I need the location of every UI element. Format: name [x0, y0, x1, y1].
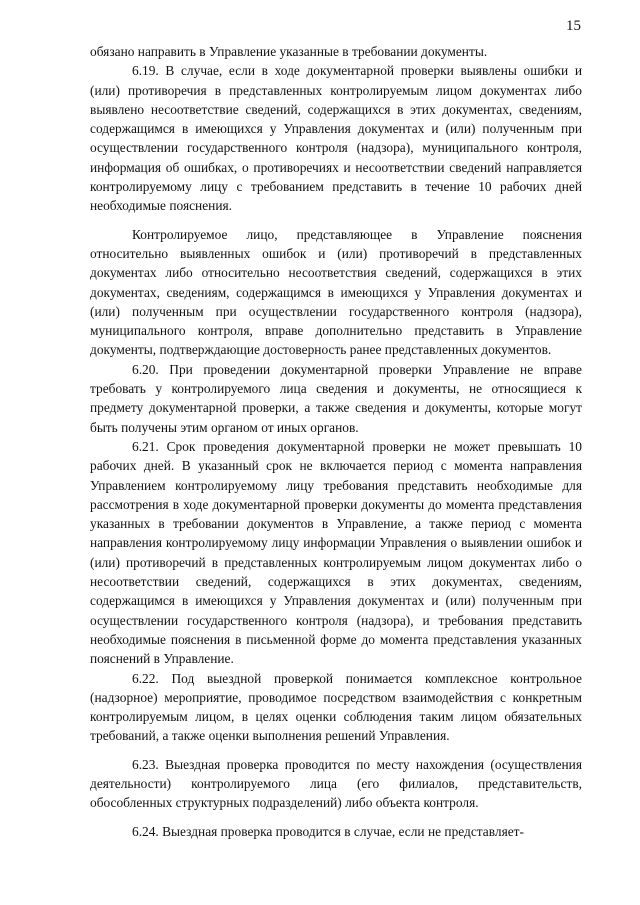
- page-number: 15: [566, 18, 581, 34]
- paragraph: обязано направить в Управление указанные в требовании документы.: [90, 44, 488, 59]
- paragraph: 6.24. Выездная проверка проводится в случае, если не представляет-: [132, 823, 524, 839]
- paragraph: Контролируемое лицо, представляющее в Управление пояснения относительно выявленных ошибок и (или) противоречий в представленных документах либо относительно несоответствия сведений, содержащихся в этих документах, сведениям, содержащимся в имеющихся у Управления документах и (или) полученным при осуществлении государственного контроля (надзора), муниципального контроля, вправе дополнительно представить в Управление документы, подтверждающие достоверность ранее представленных документов.: [90, 226, 582, 358]
- paragraph: 6.22. Под выездной проверкой понимается комплексное контрольное (надзорное) мероприятие, проводимое посредством взаимодействия с конкретным контролируемым лицом, в целях оценки соблюдения таким лицом обязательных требований, а также оценки выполнения решений Управления.: [90, 670, 582, 744]
- paragraph: 6.23. Выездная проверка проводится по месту нахождения (осуществления деятельности) контролируемого лица (его филиалов, представительств, обособленных структурных подразделений) либо объекта контроля.: [90, 756, 582, 811]
- document-body: [90, 42, 582, 841]
- paragraph: 6.21. Срок проведения документарной проверки не может превышать 10 рабочих дней. В указанный срок не включается период с момента направления Управлением контролируемому лицу требования представить необходимые для рассмотрения в ходе документарной проверки документы до момента представления указанных в требовании документов в Управление, а также период с момента направления контролируемому лицу информации Управления о выявлении ошибок и (или) противоречий в представленных контролируемым лицом документах либо о несоответствии сведений, содержащихся в этих документах, сведениям, содержащимся в имеющихся у Управления документах и (или) полученным при осуществлении государственного контроля (надзора), и требования представить необходимые пояснения в письменной форме до момента представления указанных пояснений в Управление.: [90, 438, 582, 667]
- paragraph: 6.20. При проведении документарной проверки Управление не вправе требовать у контролируемого лица сведения и документы, не относящиеся к предмету документарной проверки, а также сведения и документы, которые могут быть получены этим органом от иных органов.: [90, 361, 582, 435]
- paragraph: 6.19. В случае, если в ходе документарной проверки выявлены ошибки и (или) противоречия в представленных контролируемым лицом документах либо выявлено несоответствие сведений, содержащихся в этих документах, сведениям, содержащимся в имеющихся у Управления документах и (или) полученным при осуществлении государственного контроля (надзора), муниципального контроля, информация об ошибках, о противоречиях и несоответствии сведений направляется контролируемому лицу с требованием представить в течение 10 рабочих дней необходимые пояснения.: [90, 63, 582, 214]
